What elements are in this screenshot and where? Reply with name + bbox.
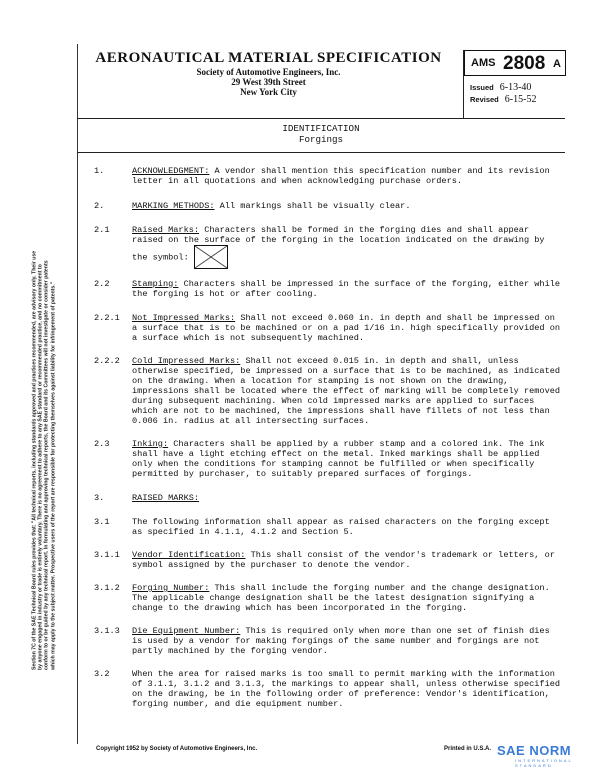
logo-subtext: INTERNATIONAL STANDARD	[515, 758, 573, 768]
section-number: 2.	[94, 201, 105, 211]
section-number: 3.1	[94, 517, 110, 527]
issued-value: 6-13-40	[499, 82, 532, 93]
section-number: 1.	[94, 166, 105, 176]
section-number: 2.3	[94, 439, 110, 449]
marking-symbol	[194, 245, 228, 269]
section-text: This is required only when more than one set of finish dies is used by a vendor for making forgings of the same number and forgings are not partly machined by the forging vendor.	[132, 626, 550, 656]
section-item	[94, 517, 564, 537]
section-item	[94, 279, 564, 299]
ams-number-box	[464, 50, 566, 76]
header-org: Society of Automotive Engineers, Inc.	[196, 67, 341, 77]
section-text: Characters shall be formed in the forging dies and shall appear raised on the surface of the forging in the location indicated on the drawing by the symbol:	[132, 225, 545, 263]
section-text: Shall not exceed 0.015 in. in depth and shall, unless otherwise specified, be impressed on a surface that is to be machined, as indicated on the drawing. When a location for stamping is not shown on the drawing, impressions shall be located where the effect of marking will be completely removed during subsequent machining. When cold impressed marks are applied to surfaces which are not to be machined, the impressions shall have fillets of not less than 0.006 in. radius at all intersecting surfaces.	[132, 356, 561, 426]
section-heading: Forging Number:	[132, 583, 210, 593]
header-title: AERONAUTICAL MATERIAL SPECIFICATION	[95, 50, 442, 66]
section-number: 2.1	[94, 225, 110, 235]
section-text: The following information shall appear as raised characters on the forging except as specified in 4.1.1, 4.1.2 and Section 5.	[132, 517, 550, 537]
section-text: This shall include the forging number and the change designation. The applicable change designation shall be the latest designation signifying a change to the drawing which has been incorporated in the forging.	[132, 583, 550, 613]
section-number: 3.1.2	[94, 583, 120, 593]
section-text: Shall not exceed 0.060 in. in depth and shall be impressed on a surface that is to be machined or on a pad 1/16 in. high specifically provided on a surface which is not subsequently machined.	[132, 313, 561, 343]
section-heading: Not Impressed Marks:	[132, 313, 236, 323]
footer-printed: Printed in U.S.A.	[444, 746, 492, 752]
identification-block	[77, 123, 565, 145]
section-text: All markings shall be visually clear.	[214, 201, 411, 211]
identification-subject: Forgings	[298, 134, 344, 145]
section-heading: Inking:	[132, 439, 169, 449]
identification-heading: IDENTIFICATION	[282, 123, 360, 134]
section-item	[94, 626, 564, 656]
section-number: 2.2.1	[94, 313, 120, 323]
section-item	[94, 201, 564, 211]
section-heading: Raised Marks:	[132, 225, 200, 235]
section-heading: MARKING METHODS:	[132, 201, 215, 211]
section-item	[94, 166, 564, 186]
left-border-line	[77, 44, 78, 744]
section-item	[94, 313, 564, 343]
section-item	[94, 493, 564, 503]
logo-text: SAE NORM	[497, 743, 572, 758]
section-item	[94, 583, 564, 613]
section-number: 3.1.1	[94, 550, 120, 560]
section-text: A vendor shall mention this specification number and its revision letter in all quotations and when acknowledging purchase orders.	[132, 166, 550, 186]
revised-value: 6-15-52	[504, 94, 537, 105]
section-item	[94, 669, 564, 709]
ams-number: 2808	[503, 53, 546, 74]
section-item	[94, 550, 564, 570]
section-number: 2.2.2	[94, 356, 120, 366]
section-text: This shall consist of the vendor's trademark or letters, or symbol assigned by the purchaser to denote the vendor.	[132, 550, 555, 570]
section-heading: Die Equipment Number:	[132, 626, 241, 636]
section-heading: RAISED MARKS:	[132, 493, 200, 503]
section-text: Characters shall be impressed in the surface of the forging, either while the forging is hot or after cooling.	[132, 279, 561, 299]
side-notice: Section 7C of the SAE Technical Board rules provides that: "All technical reports, including standards approved and practices recommended, are advisory only. Their use by anyone engaged in industry or trade is entirely voluntary. There is no agreement to adhere to any SAE standard or recommended practice, and no commitment to conform to or be guided by any technical report. In formulating and approving technical reports, the Board and its Committees will not investigate or consider patents which may apply to the subject matter. Prospective users of the report are responsible for protecting themselves against liability for infringement of patents."	[31, 250, 57, 670]
section-heading: Vendor Identification:	[132, 550, 246, 560]
section-number: 2.2	[94, 279, 110, 289]
section-item	[94, 439, 564, 479]
section-number: 3.	[94, 493, 105, 503]
section-heading: Stamping:	[132, 279, 179, 289]
identification-rule	[77, 152, 565, 153]
header-street: 29 West 39th Street	[231, 77, 306, 87]
section-text: When the area for raised marks is too small to permit marking with the information of 3.1.1, 3.1.2 and 3.1.3, the markings to appear shall, unless otherwise specified on the drawing, be in the following order of preference: Vendor's identification, forging number, and die equipment number.	[132, 669, 561, 709]
specification-body	[94, 166, 564, 709]
revised-label: Revised	[470, 95, 499, 104]
section-item	[94, 225, 564, 269]
document-header	[77, 44, 565, 118]
section-heading: Cold Impressed Marks:	[132, 356, 241, 366]
section-text: Characters shall be applied by a rubber stamp and a colored ink. The ink shall have a light etching effect on the metal. Inked markings shall be applied only when the conditions for stamping cannot be fulfilled or when specifically permitted by purchaser, to suitably prepared surfaces of forgings.	[132, 439, 545, 479]
ams-revision: A	[553, 58, 561, 70]
ams-label: AMS	[471, 57, 496, 69]
section-number: 3.1.3	[94, 626, 120, 636]
section-number: 3.2	[94, 669, 110, 679]
footer-copyright: Copyright 1952 by Society of Automotive Engineers, Inc.	[96, 746, 258, 752]
issued-label: Issued	[470, 83, 494, 92]
section-heading: ACKNOWLEDGMENT:	[132, 166, 210, 176]
dates-block	[470, 82, 536, 106]
section-item	[94, 356, 564, 426]
header-city: New York City	[240, 87, 297, 97]
header-title-block	[77, 44, 460, 118]
sae-norm-logo	[497, 742, 600, 768]
ams-box	[463, 50, 566, 118]
header-rule	[77, 118, 565, 119]
